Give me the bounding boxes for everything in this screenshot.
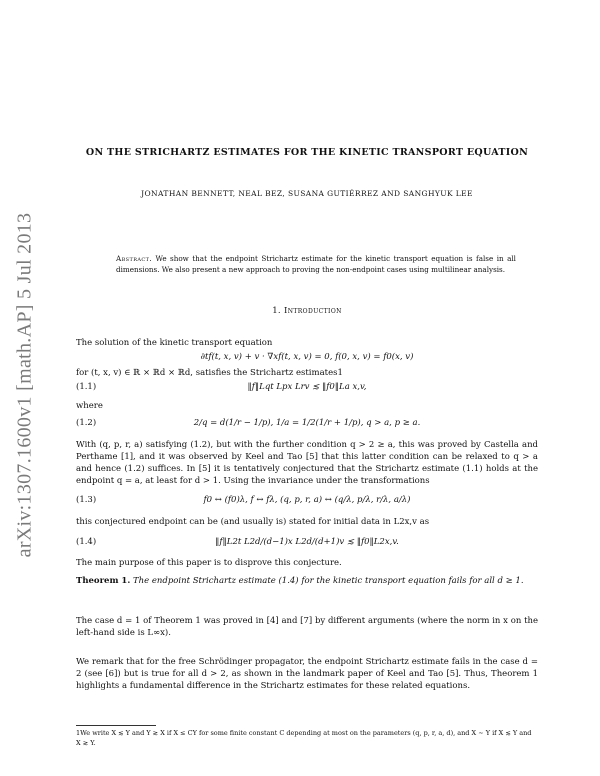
abstract-label: Abstract.	[116, 254, 153, 263]
paragraph: this conjectured endpoint can be (and usually is) stated for initial data in L2x,v as	[76, 517, 430, 527]
equation-body: 2/q = d(1/r − 1/p), 1/a = 1/2(1/r + 1/p), q > a, p ≥ a.	[193, 418, 421, 428]
abstract-text: We show that the endpoint Strichartz estimate for the kinetic transport equation is false in all dimensions. We also present a new approach to proving the non-endpoint cases using multilinear analysis.	[116, 254, 516, 274]
theorem	[76, 575, 538, 587]
paragraph: for (t, x, v) ∈ ℝ × ℝd × ℝd, satisfies the Strichartz estimates1	[76, 368, 343, 378]
equation-1-2	[76, 418, 538, 432]
theorem-label: Theorem 1.	[76, 576, 131, 586]
footnote-rule	[76, 725, 156, 726]
equation-transport	[76, 352, 538, 366]
equation-number: (1.3)	[76, 495, 97, 505]
footnote: 1We write X ≲ Y and Y ≳ X if X ≤ CY for some finite constant C depending at most on the parameters (q, p, r, a, d), and X ∼ Y if X ≲ Y and X ≳ Y.	[76, 729, 532, 747]
equation-1-3	[76, 495, 538, 509]
arxiv-identifier	[5, 190, 45, 580]
equation-body: ∂tf(t, x, v) + v · ∇xf(t, x, v) = 0, f(0, x, v) = f0(x, v)	[200, 352, 414, 362]
section-number: 1.	[272, 306, 281, 316]
equation-number: (1.2)	[76, 418, 97, 428]
equation-body: f0 ↔ (f0)λ, f ↔ fλ, (q, p, r, a) ↔ (q/λ, p/λ, r/λ, a/λ)	[203, 495, 411, 505]
paragraph: The main purpose of this paper is to disprove this conjecture.	[76, 558, 342, 568]
theorem-text: The endpoint Strichartz estimate (1.4) for the kinetic transport equation fails for all d ≥ 1.	[133, 576, 524, 586]
section-heading	[76, 306, 538, 316]
paper-authors: JONATHAN BENNETT, NEAL BEZ, SUSANA GUTIÉRREZ AND SANGHYUK LEE	[141, 189, 473, 198]
equation-1-1	[76, 382, 538, 396]
paragraph: where	[76, 401, 103, 411]
equation-number: (1.4)	[76, 537, 97, 547]
equation-1-4	[76, 537, 538, 551]
equation-number: (1.1)	[76, 382, 97, 392]
section-title: Introduction	[283, 306, 342, 316]
equation-body: ‖f‖Lqt Lpx Lrv ≲ ‖f0‖La x,v,	[247, 382, 367, 392]
paragraph: The solution of the kinetic transport equation	[76, 338, 273, 348]
arxiv-id-text: arXiv:1307.1600v1 [math.AP] 5 Jul 2013	[13, 212, 36, 558]
paragraph: The case d = 1 of Theorem 1 was proved in [4] and [7] by different arguments (where the norm in x on the left-hand side is L∞x).	[76, 616, 538, 638]
abstract	[116, 253, 516, 275]
paragraph: With (q, p, r, a) satisfying (1.2), but with the further condition q > 2 ≥ a, this was proved by Castella and Perthame [1], and it was observed by Keel and Tao [5] that this latter condition can be relaxed to q > a and hence (1.2) suffices. In [5] it is tentatively conjectured that the Strichartz estimate (1.1) holds at the endpoint q = a, at least for d > 1. Using the invariance under the transformations	[76, 440, 538, 486]
paragraph: We remark that for the free Schrödinger propagator, the endpoint Strichartz estimate fails in the case d = 2 (see [6]) but is true for all d > 2, as shown in the landmark paper of Keel and Tao [5]. Thus, Theorem 1 highlights a fundamental difference in the Strichartz estimates for these related equations.	[76, 657, 538, 691]
paper-title: ON THE STRICHARTZ ESTIMATES FOR THE KINETIC TRANSPORT EQUATION	[85, 147, 529, 158]
equation-body: ‖f‖L2t L2d/(d−1)x L2d/(d+1)v ≲ ‖f0‖L2x,v.	[215, 537, 399, 547]
